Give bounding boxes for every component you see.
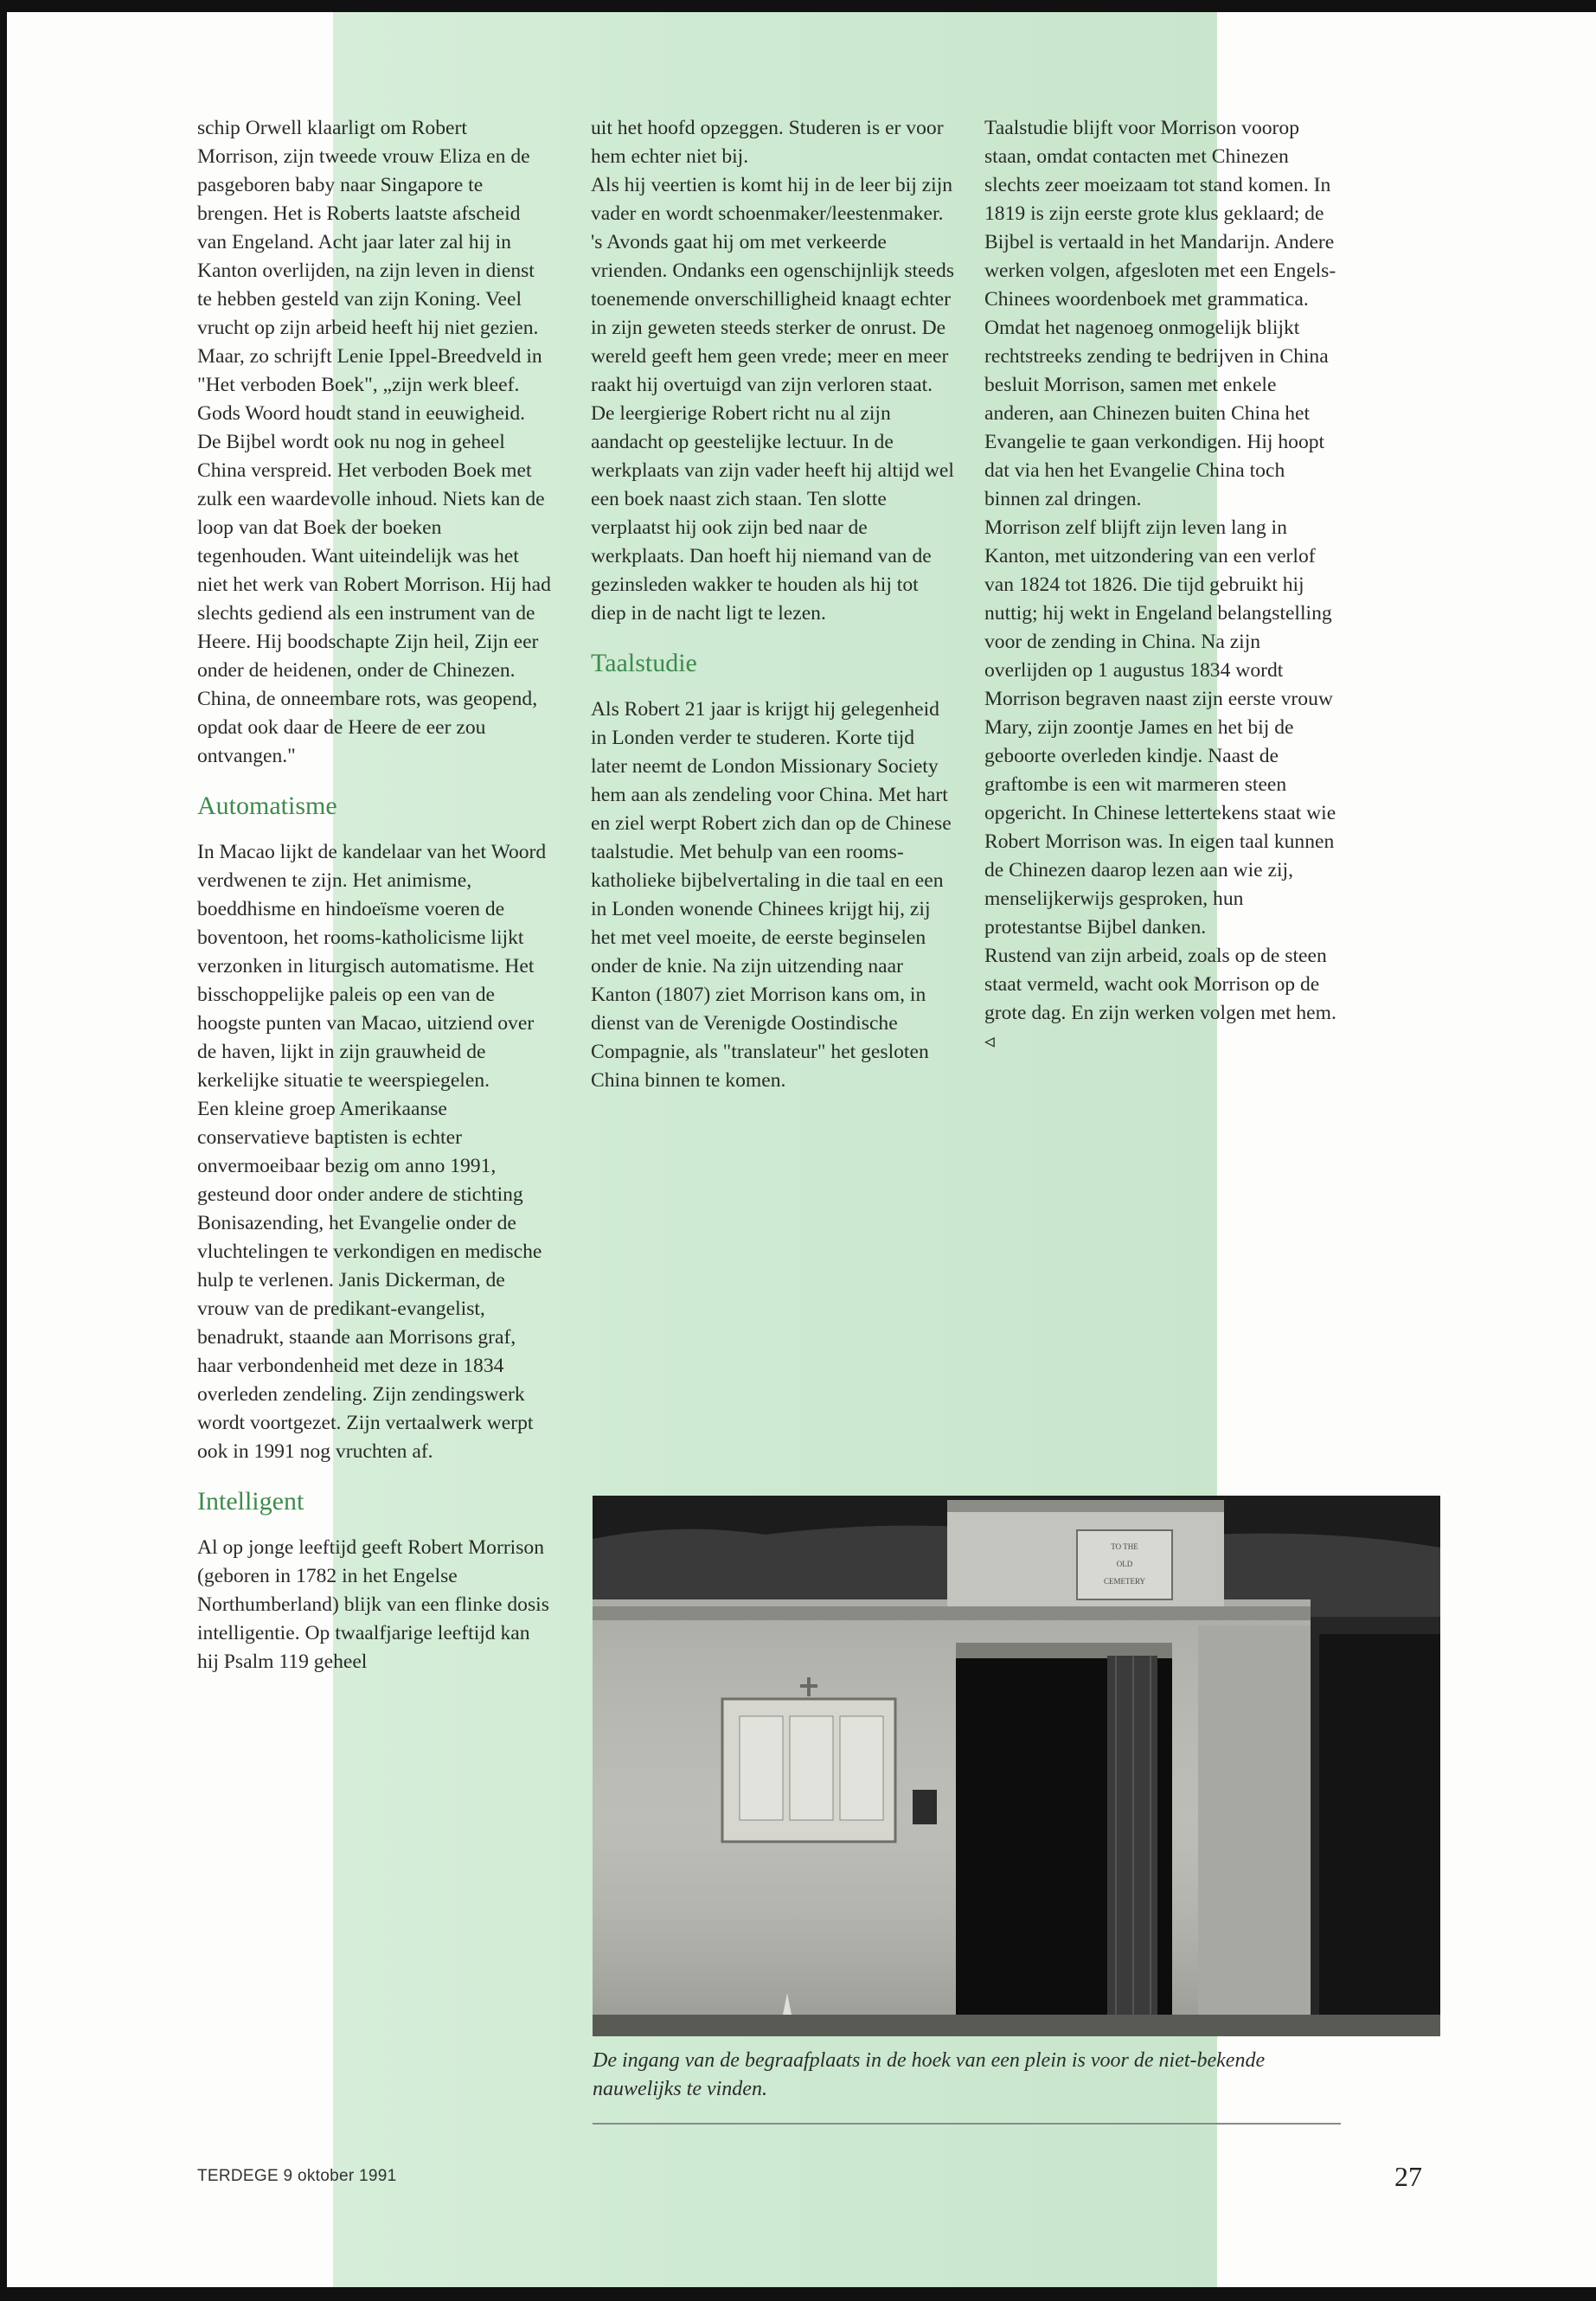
column-1 [197, 114, 552, 1676]
column-2 [591, 114, 954, 1095]
sign-line-1: TO THE [1111, 1542, 1138, 1551]
col1-para1: In Macao lijkt de kandelaar van het Woord verdwenen te zijn. Het animisme, boeddhisme en hindoeïsme voeren de boventoon, het rooms-katholicisme lijkt verzonken in liturgisch automatisme. Het bisschoppelijke paleis op een van de hoogste punten van Macao, uitziend over de haven, lijkt in zijn grauwheid de kerkelijke situatie te weerspiegelen. [197, 841, 547, 1092]
col2-para3: De leergierige Robert richt nu al zijn aandacht op geestelijke lectuur. In de werkplaats van zijn vader heeft hij altijd wel een boek naast zich staan. Ten slotte verplaatst hij ook zijn bed naar de werkplaats. Dan hoeft hij niemand van de gezinsleden wakker te houden als hij tot diep in de nacht ligt te lezen. [591, 402, 954, 625]
col3-para1: Taalstudie blijft voor Morrison voorop staan, omdat contacten met Chinezen slechts zeer moeizaam tot stand komen. In 1819 is zijn eerste grote klus geklaard; de Bijbel is vertaald in het Mandarijn. Andere werken volgen, afgesloten met een Engels-Chinees woordenboek met grammatica. [984, 117, 1336, 311]
col1-para3: Al op jonge leeftijd geeft Robert Morrison (geboren in 1782 in het Engelse Northumberland) blijk van een flinke dosis intelligentie. Op twaalfjarige leeftijd kan hij Psalm 119 geheel [197, 1536, 549, 1673]
heading-intelligent: Intelligent [197, 1487, 304, 1516]
caption-divider [593, 2123, 1341, 2125]
col1-intro: schip Orwell klaarligt om Robert Morrison, zijn tweede vrouw Eliza en de pasgeboren baby naar Singapore te brengen. Het is Roberts laatste afscheid van Engeland. Acht jaar later zal hij in Kanton overlijden, na zijn leven in dienst te hebben gesteld van zijn Koning. Veel vrucht op zijn arbeid heeft hij niet gezien. Maar, zo schrijft Lenie Ippel-Breedveld in "Het verboden Boek", „zijn werk bleef. Gods Woord houdt stand in eeuwigheid. De Bijbel wordt ook nu nog in geheel China verspreid. Het verboden Boek met zulk een waardevolle inhoud. Niets kan de loop van dat Boek der boeken tegenhouden. Want uiteindelijk was het niet het werk van Robert Morrison. Hij had slechts gediend als een instrument van de Heere. Hij boodschapte Zijn heil, Zijn eer onder de heidenen, onder de Chinezen. China, de onneembare rots, was geopend, opdat ook daar de Heere de eer zou ontvangen." [197, 117, 551, 767]
column-3 [984, 114, 1339, 1056]
cemetery-entrance-illustration [593, 1496, 1440, 2036]
sign-line-2: OLD [1116, 1560, 1133, 1568]
sign-line-3: CEMETERY [1103, 1577, 1146, 1586]
heading-automatisme: Automatisme [197, 792, 337, 820]
col2-para4: Als Robert 21 jaar is krijgt hij gelegenheid in Londen verder te studeren. Korte tijd later neemt de London Missionary Society hem aan als zendeling voor China. Met hart en ziel werpt Robert zich dan op de Chinese taalstudie. Met behulp van een rooms-katholieke bijbelvertaling in die taal en een in Londen wonende Chinees krijgt hij, zij het met veel moeite, de eerste beginselen onder de knie. Na zijn uitzending naar Kanton (1807) ziet Morrison kans om, in dienst van de Verenigde Oostindische Compagnie, als "translateur" het gesloten China binnen te komen. [591, 698, 952, 1092]
heading-taalstudie: Taalstudie [591, 649, 697, 677]
col1-para2: Een kleine groep Amerikaanse conservatieve baptisten is echter onvermoeibaar bezig om anno 1991, gesteund door onder andere de stichting Bonisazending, het Evangelie onder de vluchtelingen te verkondigen en medische hulp te verlenen. Janis Dickerman, de vrouw van de predikant-evangelist, benadrukt, staande aan Morrisons graf, haar verbondenheid met deze in 1834 overleden zendeling. Zijn zendingswerk wordt voortgezet. Zijn vertaalwerk werpt ook in 1991 nog vruchten af. [197, 1098, 542, 1463]
col3-para4: Rustend van zijn arbeid, zoals op de steen staat vermeld, wacht ook Morrison op de grote dag. En zijn werken volgen met hem. ◃ [984, 945, 1336, 1053]
bottom-border [0, 2287, 1596, 2301]
col2-para1: uit het hoofd opzeggen. Studeren is er voor hem echter niet bij. [591, 117, 944, 168]
cemetery-entrance-photo [593, 1496, 1440, 2036]
col2-para2: Als hij veertien is komt hij in de leer bij zijn vader en wordt schoenmaker/leestenmaker. 's Avonds gaat hij om met verkeerde vrienden. Ondanks een ogenschijnlijk steeds toenemende onverschilligheid knaagt echter in zijn geweten steeds sterker de onrust. De wereld geeft hem geen vrede; meer en meer raakt hij overtuigd van zijn verloren staat. [591, 174, 954, 396]
col3-para3: Morrison zelf blijft zijn leven lang in Kanton, met uitzondering van een verlof van 1824 tot 1826. Die tijd gebruikt hij nuttig; hij wekt in Engeland belangstelling voor de zending in China. Na zijn overlijden op 1 augustus 1834 wordt Morrison begraven naast zijn eerste vrouw Mary, zijn zoontje James en het bij de geboorte overleden kindje. Naast de graftombe is een wit marmeren steen opgericht. In Chinese lettertekens staat wie Robert Morrison was. In eigen taal kunnen de Chinezen daarop lezen aan wie zij, menselijkerwijs gesproken, hun protestantse Bijbel danken. [984, 516, 1336, 939]
page-number: 27 [1394, 2161, 1422, 2192]
photo-caption: De ingang van de begraafplaats in de hoek van een plein is voor de niet-bekende nauwelijks te vinden. [593, 2049, 1266, 2100]
col3-para2: Omdat het nagenoeg onmogelijk blijkt rechtstreeks zending te bedrijven in China besluit Morrison, samen met enkele anderen, aan Chinezen buiten China het Evangelie te gaan verkondigen. Hij hoopt dat via hen het Evangelie China toch binnen zal dringen. [984, 317, 1329, 510]
publication-footer: TERDEGE 9 oktober 1991 [197, 2167, 397, 2185]
top-border [0, 0, 1596, 12]
left-border [0, 0, 7, 2301]
